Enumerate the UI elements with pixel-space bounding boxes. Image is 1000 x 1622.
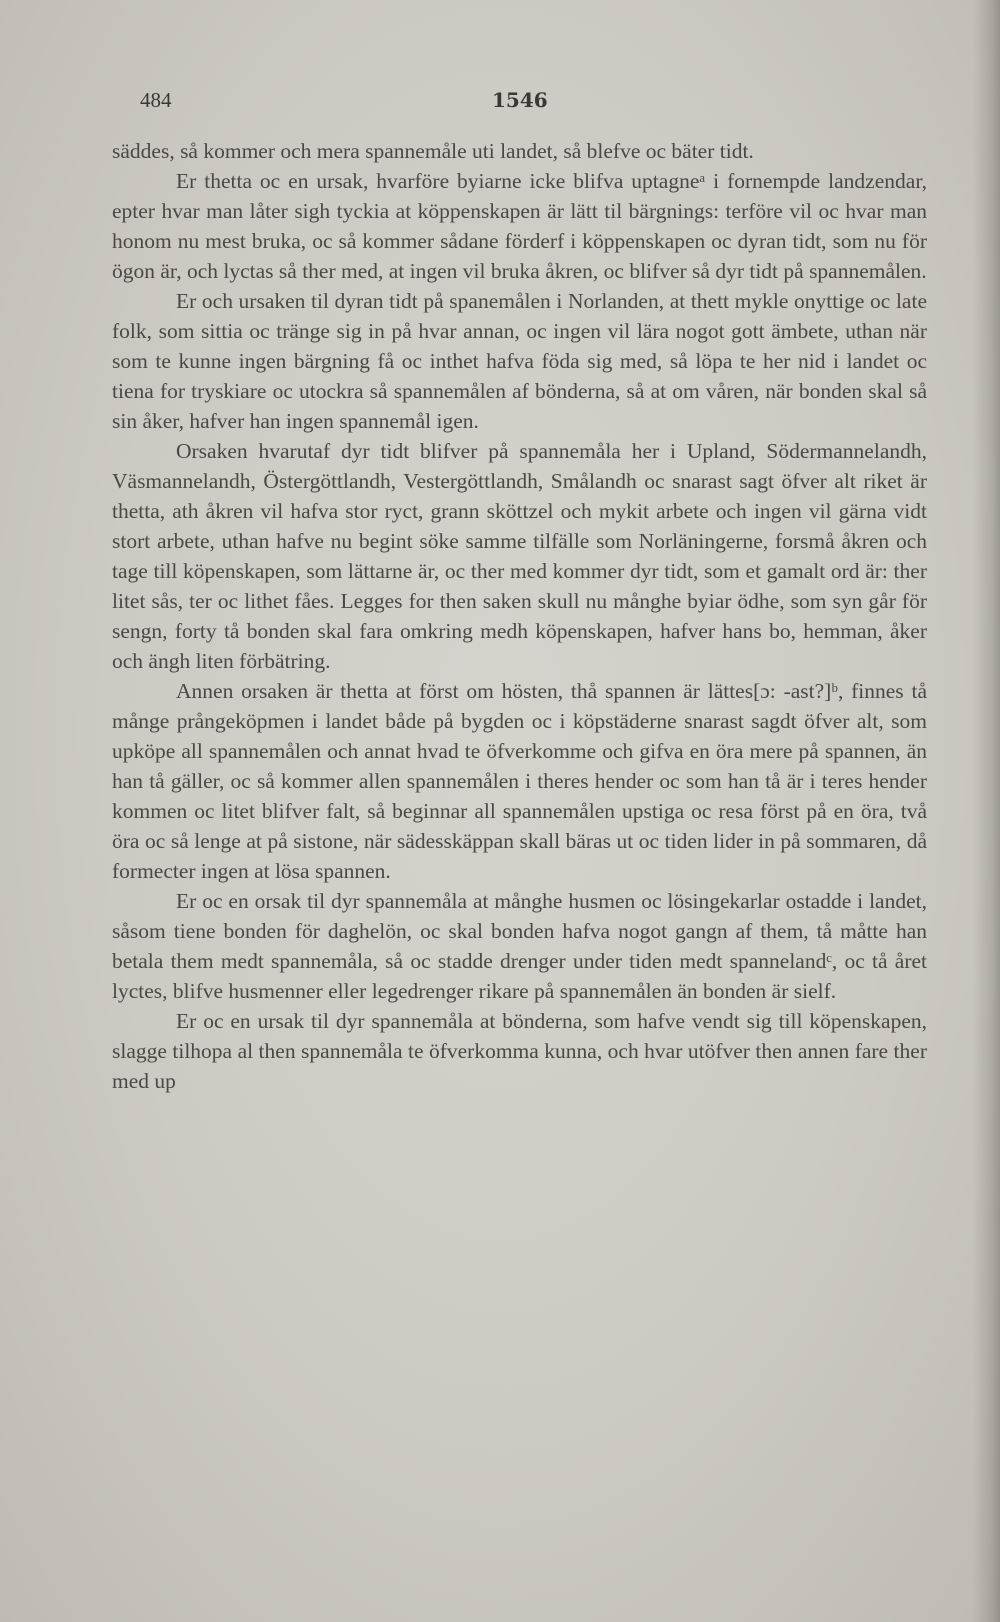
- running-head-year: 1546: [492, 88, 548, 112]
- binding-shadow: [972, 0, 1000, 1622]
- page-number: 484: [140, 88, 172, 112]
- paragraph: Orsaken hvarutaf dyr tidt blifver på spannemåla her i Upland, Södermannelandh, Väsmannelandh, Östergöttlandh, Vestergöttlandh, Smålandh oc snarast sagt öfver alt riket är thetta, ath åkren vil hafva stor ryct, grann sköttzel och mykit arbete och ingen vil gärna vidt stort arbete, uthan hafve nu begint söke samme tilfälle som Norläningerne, forsmå åkren och tage till köpenskapen, som lättarne är, oc ther med kommer dyr tidt, som et gamalt ord är: ther litet sås, ter oc lithet fåes. Legges for then saken skull nu månghe byiar ödhe, som syn går för sengn, forty tå bonden skal fara omkring medh köpenskapen, hafver hans bo, hemman, åker och ängh liten förbätring.: [112, 439, 927, 673]
- paragraph: Er oc en orsak til dyr spannemåla at månghe husmen oc lösingekarlar ostadde i landet, såsom tiene bonden för daghelön, oc skal bonden hafva nogot gangn af them, tå måtte han betala them medt spannemåla, så oc stadde drenger under tiden medt spannelandᶜ, oc tå året lyctes, blifve husmenner eller legedrenger rikare på spannemålen än bonden är sielf.: [112, 889, 927, 1003]
- paragraph: säddes, så kommer och mera spannemåle uti landet, så blefve oc bäter tidt.: [112, 139, 754, 163]
- paragraph: Er och ursaken til dyran tidt på spanemålen i Norlanden, at thett mykle onyttige oc late folk, som sittia oc tränge sig in på hvar annan, oc ingen vil lära nogot gott ämbete, uthan när som te kunne ingen bärgning få oc inthet hafva föda sig med, så löpa te her nid i landet oc tiena for tryskiare oc utockra så spannemålen af bönderna, så at om våren, när bonden skal så sin åker, hafver han ingen spannemål igen.: [112, 289, 927, 433]
- paragraph: Annen orsaken är thetta at först om hösten, thå spannen är lättes[ɔ: -ast?]ᵇ, finnes tå månge prångeköpmen i landet både på bygden oc i köpstäderne snarast sagdt öfver alt, som upköpe all spannemålen och annat hvad te öfverkomme och gifva en öra mere på spannen, än han tå gäller, oc så kommer allen spannemålen i theres hender oc som han tå är i teres hender kommen oc litet blifver falt, så beginnar all spannemålen upstiga oc resa först på en öra, två öra oc så lenge at på sistone, när sädesskäppan skall bäras ut oc tiden lider in på sommaren, då formecter ingen at lösa spannen.: [112, 679, 927, 883]
- body-text: [112, 136, 927, 1096]
- paragraph: Er oc en ursak til dyr spannemåla at bönderna, som hafve vendt sig till köpenskapen, slagge tilhopa al then spannemåla te öfverkomma kunna, och hvar utöfver then annen fare ther med up: [112, 1009, 927, 1093]
- page-header: [140, 88, 920, 122]
- paragraph: Er thetta oc en ursak, hvarföre byiarne icke blifva uptagneᵃ i fornempde landzendar, epter hvar man låter sigh tyckia at köppenskapen är lätt til bärgnings: terföre vil oc hvar man honom nu mest bruka, oc så kommer sådane förderf i köppenskapen oc dyran tidt, som nu för ögon är, och lyctas så ther med, at ingen vil bruka åkren, oc blifver så dyr tidt på spannemålen.: [112, 169, 927, 283]
